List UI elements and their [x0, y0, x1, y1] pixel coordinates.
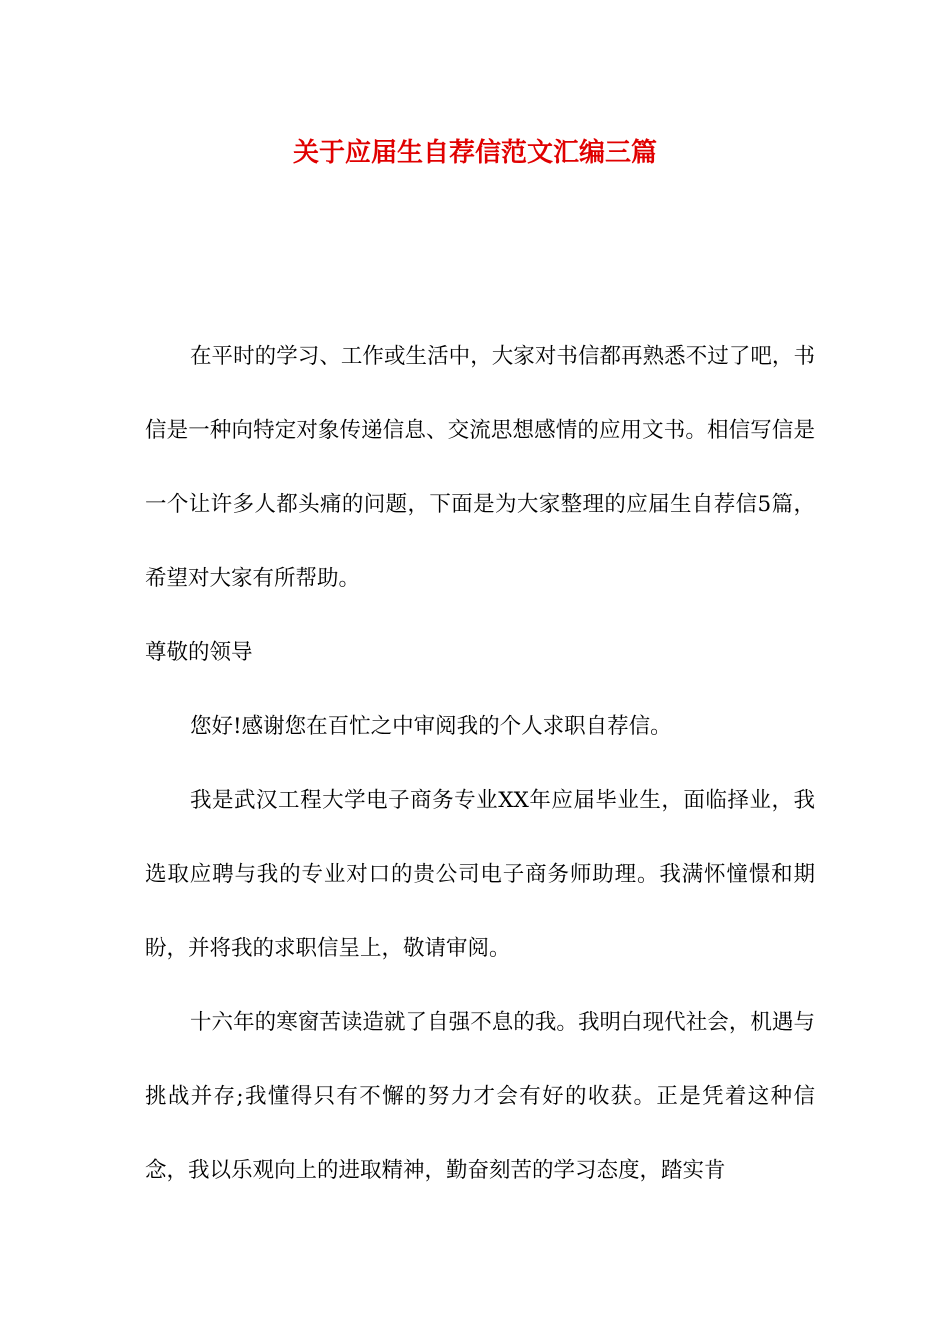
paragraph-study: 十六年的寒窗苦读造就了自强不息的我。我明白现代社会，机遇与挑战并存;我懂得只有不懈的努力才会有好的收获。正是凭着这种信念，我以乐观向上的进取精神，勤奋刻苦的学习态度，踏实肯	[145, 1010, 815, 1183]
paragraph-intro: 在平时的学习、工作或生活中，大家对书信都再熟悉不过了吧，书信是一种向特定对象传递信息、交流思想感情的应用文书。相信写信是一个让许多人都头痛的问题，下面是为大家整理的应届生自荐信5篇，希望对大家有所帮助。	[145, 344, 815, 591]
paragraph-greeting: 您好!感谢您在百忙之中审阅我的个人求职自荐信。	[190, 714, 672, 739]
document-title: 关于应届生自荐信范文汇编三篇	[292, 138, 657, 168]
paragraph-background: 我是武汉工程大学电子商务专业XX年应届毕业生，面临择业，我选取应聘与我的专业对口的贵公司电子商务师助理。我满怀憧憬和期盼，并将我的求职信呈上，敬请审阅。	[145, 788, 815, 961]
paragraph-salutation: 尊敬的领导	[145, 640, 253, 665]
document-body	[145, 320, 815, 1208]
